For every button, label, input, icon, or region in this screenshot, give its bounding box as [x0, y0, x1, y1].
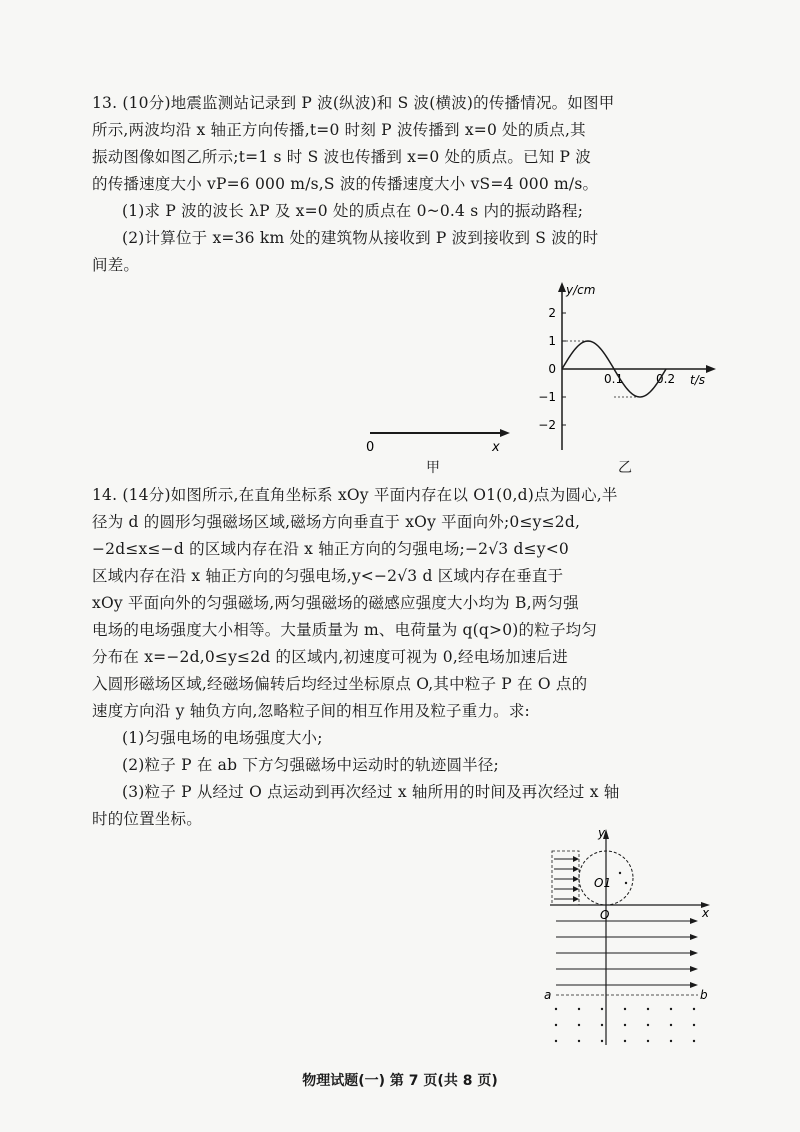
figure-yi-chart	[530, 280, 730, 460]
q14-line: 入圆形磁场区域,经磁场偏转后均经过坐标原点 O,其中粒子 P 在 O 点的	[92, 675, 588, 693]
y-tick-label: 2	[548, 306, 556, 320]
x-axis-label: x	[492, 440, 500, 455]
field-dot	[647, 1024, 649, 1026]
upper-field-arrows	[554, 856, 579, 902]
q14-subquestion-1: (1)匀强电场的电场强度大小;	[122, 729, 323, 747]
field-arrow-head	[690, 982, 698, 988]
field-dot	[555, 1040, 557, 1042]
y-tick-label: 0	[548, 362, 556, 376]
field-dot	[647, 1040, 649, 1042]
figure-jia	[360, 415, 520, 475]
q14-subquestion-3: (3)粒子 P 从经过 O 点运动到再次经过 x 轴所用的时间及再次经过 x 轴	[122, 783, 620, 801]
field-dot	[578, 1024, 580, 1026]
y-tick-label: −2	[538, 418, 556, 432]
q13-subquestion-1: (1)求 P 波的波长 λP 及 x=0 处的质点在 0~0.4 s 内的振动路程;	[122, 202, 584, 220]
x-axis-label: x	[702, 906, 710, 920]
q13-line: 振动图像如图乙所示;t=1 s 时 S 波也传播到 x=0 处的质点。已知 P 波	[92, 148, 592, 166]
q14-line: 区域内存在沿 x 轴正方向的匀强电场,y<−2√3 d 区域内存在垂直于	[92, 567, 564, 585]
field-dot	[693, 1024, 695, 1026]
x-tick-label: 0.1	[604, 372, 624, 386]
field-arrow-head	[573, 896, 579, 902]
field-arrow-head	[690, 950, 698, 956]
field-dot	[670, 1040, 672, 1042]
q14-subquestion-2: (2)粒子 P 在 ab 下方匀强磁场中运动时的轨迹圆半径;	[122, 756, 499, 774]
field-dot	[624, 1008, 626, 1010]
figure-14-field-diagram	[540, 825, 720, 1055]
q13-line: 13. (10分)地震监测站记录到 P 波(纵波)和 S 波(横波)的传播情况。如图甲	[92, 94, 615, 112]
field-dot	[624, 1024, 626, 1026]
field-arrow-head	[690, 918, 698, 924]
field-dot	[670, 1024, 672, 1026]
q14-line: 电场的电场强度大小相等。大量质量为 m、电荷量为 q(q>0)的粒子均匀	[92, 621, 598, 639]
y-tick-label: 1	[548, 334, 556, 348]
q14-line: xOy 平面向外的匀强磁场,两匀强磁场的磁感应强度大小均为 B,两匀强	[92, 594, 579, 612]
q13-line: 间差。	[92, 256, 140, 274]
b-label: b	[700, 988, 708, 1002]
q14-line: 分布在 x=−2d,0≤y≤2d 的区域内,初速度可视为 0,经电场加速后进	[92, 648, 568, 666]
field-dot	[555, 1024, 557, 1026]
lower-magnetic-field-dots	[555, 1008, 695, 1042]
field-arrow-head	[573, 876, 579, 882]
field-arrow-head	[573, 886, 579, 892]
field-dot	[647, 1008, 649, 1010]
field-dot	[601, 1040, 603, 1042]
field-dot	[578, 1040, 580, 1042]
y-tick-label: −1	[538, 390, 556, 404]
field-arrow-head	[690, 966, 698, 972]
field-arrow-head	[573, 866, 579, 872]
q13-line: 的传播速度大小 vP=6 000 m/s,S 波的传播速度大小 vS=4 000 m/s。	[92, 175, 599, 193]
a-label: a	[544, 988, 552, 1002]
field-dot	[578, 1008, 580, 1010]
y-axis-arrow	[558, 282, 566, 292]
q14-line: 时的位置坐标。	[92, 810, 202, 828]
field-dot	[624, 1040, 626, 1042]
field-arrow-head	[573, 856, 579, 862]
origin-label: 0	[366, 440, 375, 455]
question-13	[92, 90, 722, 279]
page-footer: 物理试题(一) 第 7 页(共 8 页)	[302, 1073, 498, 1089]
y-axis-label: y/cm	[566, 283, 596, 297]
x-axis-arrow	[500, 429, 510, 437]
question-14	[92, 482, 722, 833]
y-axis-label: y	[598, 826, 606, 840]
q13-subquestion-2: (2)计算位于 x=36 km 处的建筑物从接收到 P 波到接收到 S 波的时	[122, 229, 599, 247]
figure-jia-caption: 甲	[426, 460, 440, 476]
q14-line: 速度方向沿 y 轴负方向,忽略粒子间的相互作用及粒子重力。求:	[92, 702, 530, 720]
field-dot	[601, 1024, 603, 1026]
field-dot	[619, 872, 621, 874]
x-axis-arrow	[706, 365, 716, 373]
field-dot	[670, 1008, 672, 1010]
x-tick-label: 0.2	[656, 372, 676, 386]
q14-line: 14. (14分)如图所示,在直角坐标系 xOy 平面内存在以 O1(0,d)点为圆心,半	[92, 486, 618, 504]
center-label: O1	[594, 876, 612, 890]
field-dot	[625, 882, 627, 884]
field-dot	[693, 1008, 695, 1010]
x-axis-label: t/s	[690, 373, 705, 387]
origin-label: O	[600, 908, 610, 922]
x-tick-labels	[604, 372, 675, 386]
field-dot	[555, 1008, 557, 1010]
lower-field-arrows	[556, 918, 698, 988]
q13-line: 所示,两波均沿 x 轴正方向传播,t=0 时刻 P 波传播到 x=0 处的质点,其	[92, 121, 586, 139]
field-dot	[601, 1008, 603, 1010]
figure-yi-caption: 乙	[618, 460, 632, 476]
q14-line: −2d≤x≤−d 的区域内存在沿 x 轴正方向的匀强电场;−2√3 d≤y<0	[92, 540, 569, 558]
field-dot	[693, 1040, 695, 1042]
q14-line: 径为 d 的圆形匀强磁场区域,磁场方向垂直于 xOy 平面向外;0≤y≤2d,	[92, 513, 581, 531]
field-arrow-head	[690, 934, 698, 940]
